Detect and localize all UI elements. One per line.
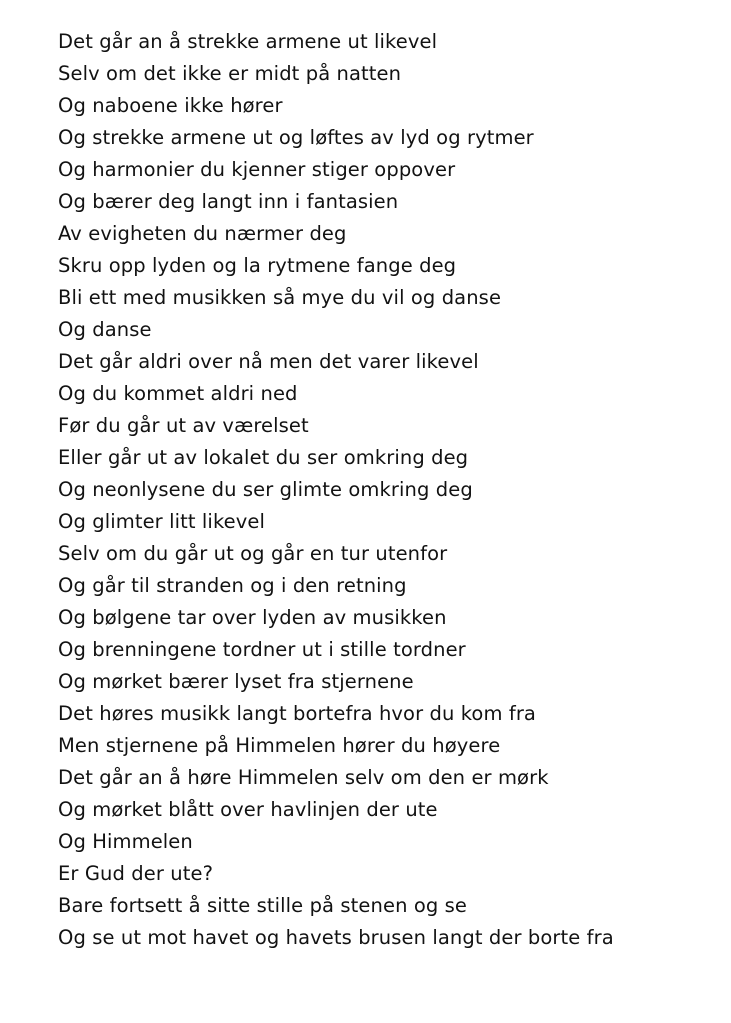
poem-line: Det går an å høre Himmelen selv om den er mørk — [58, 766, 549, 789]
poem-line: Skru opp lyden og la rytmene fange deg — [58, 254, 457, 277]
poem-line: Og neonlysene du ser glimte omkring deg — [58, 478, 473, 501]
poem-line: Og se ut mot havet og havets brusen langt der borte fra — [58, 926, 614, 949]
poem-line: Det høres musikk langt bortefra hvor du kom fra — [58, 702, 536, 725]
poem-text-block — [58, 26, 691, 954]
poem-line: Er Gud der ute? — [58, 862, 214, 885]
poem-line: Selv om du går ut og går en tur utenfor — [58, 542, 448, 565]
poem-line: Og går til stranden og i den retning — [58, 574, 407, 597]
poem-line: Det går an å strekke armene ut likevel — [58, 30, 438, 53]
poem-line: Og naboene ikke hører — [58, 94, 283, 117]
poem-line: Og Himmelen — [58, 830, 193, 853]
poem-line: Bare fortsett å sitte stille på stenen og se — [58, 894, 467, 917]
poem-line: Og mørket bærer lyset fra stjernene — [58, 670, 414, 693]
poem-line: Selv om det ikke er midt på natten — [58, 62, 402, 85]
poem-line: Og mørket blått over havlinjen der ute — [58, 798, 438, 821]
poem-line: Og strekke armene ut og løftes av lyd og rytmer — [58, 126, 534, 149]
poem-line: Og danse — [58, 318, 152, 341]
poem-line: Før du går ut av værelset — [58, 414, 309, 437]
poem-line: Og harmonier du kjenner stiger oppover — [58, 158, 456, 181]
poem-line: Eller går ut av lokalet du ser omkring deg — [58, 446, 469, 469]
poem-line: Og bærer deg langt inn i fantasien — [58, 190, 399, 213]
poem-line: Men stjernene på Himmelen hører du høyere — [58, 734, 501, 757]
poem-line: Av evigheten du nærmer deg — [58, 222, 347, 245]
poem-line: Bli ett med musikken så mye du vil og danse — [58, 286, 502, 309]
poem-line: Og glimter litt likevel — [58, 510, 266, 533]
poem-line: Det går aldri over nå men det varer likevel — [58, 350, 479, 373]
poem-line: Og du kommet aldri ned — [58, 382, 298, 405]
poem-line: Og brenningene tordner ut i stille tordner — [58, 638, 466, 661]
poem-line: Og bølgene tar over lyden av musikken — [58, 606, 447, 629]
